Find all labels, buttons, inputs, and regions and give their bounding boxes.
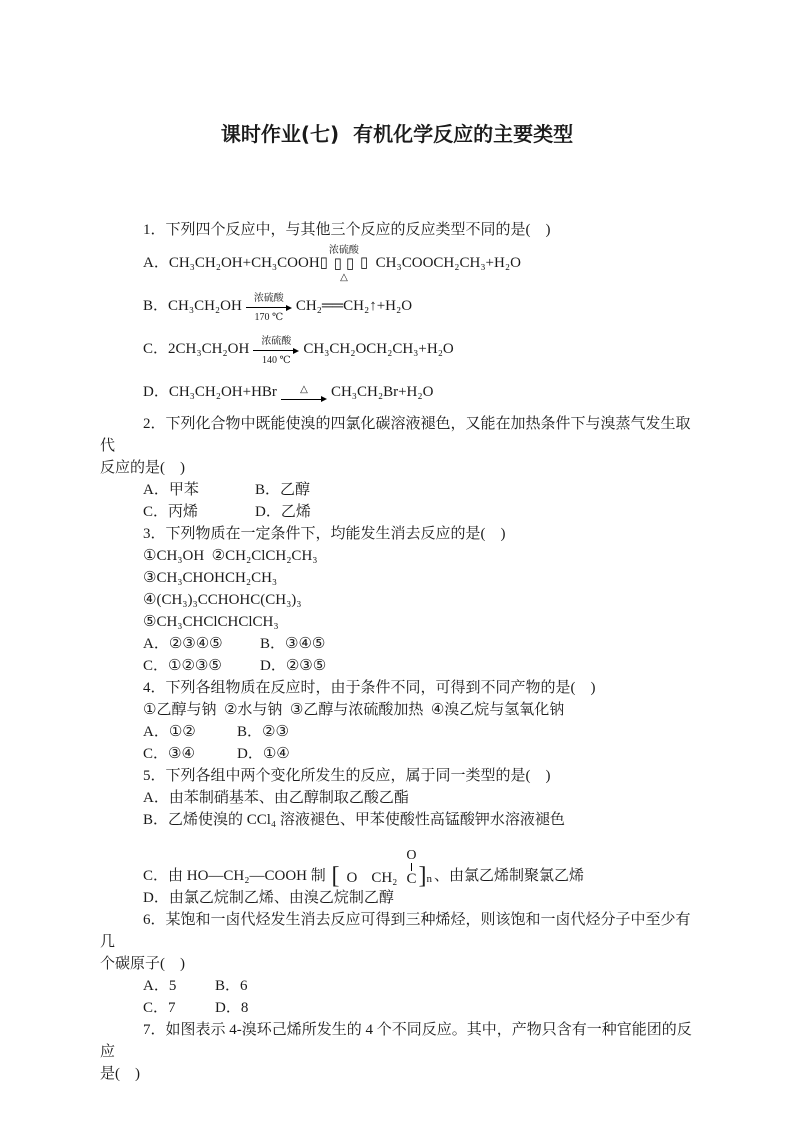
question-1 [100,219,694,413]
option-c-text-post: 、由氯乙烯制聚氯乙烯 [434,868,585,884]
question-3-stem: 3．下列物质在一定条件下，均能发生消去反应的是( ) [143,526,506,542]
option-a: A．5 [143,978,177,994]
question-5-stem: 5．下列各组中两个变化所发生的反应，属于同一类型的是( ) [143,768,551,784]
question-1-option-b [100,284,694,327]
question-5-option-c [100,831,694,887]
question-7 [100,1019,694,1085]
question-5-option-a: A．由苯制硝基苯、由乙醇制取乙酸乙酯 [143,790,409,806]
question-5-option-d: D．由氯乙烷制乙烯、由溴乙烷制乙醇 [143,890,394,906]
equation-b-reactants: B．CH₃CH₂OH [143,297,242,314]
option-a: A．甲苯 [143,482,199,498]
right-arrow-icon [246,304,292,312]
carbonyl-group [406,849,416,887]
equation-c-products: CH₃CH₂OCH₂CH₃+H₂O [303,340,454,357]
condition-above: △ [300,384,308,395]
right-bracket: ] [418,863,427,889]
right-arrow-icon [253,347,299,355]
reaction-arrow [281,384,327,403]
option-a: A．①② [143,724,196,740]
bond-line [411,863,412,871]
page-title: 课时作业(七) 有机化学反应的主要类型 [220,122,574,146]
option-d: D．8 [215,1000,249,1016]
condition-below: 170 ℃ [254,311,284,323]
condition-below: △ [340,271,348,283]
question-6-options-ab [100,975,694,997]
reaction-arrow [253,336,299,366]
question-1-option-a [100,241,694,284]
question-2 [100,413,694,523]
missing-glyph-boxes: ▯▯ [333,255,359,272]
question-3-options-cd [100,655,694,677]
equation-d-reactants: D．CH₃CH₂OH+HBr [143,383,277,400]
question-6 [100,909,694,1019]
question-4-stem: 4．下列各组物质在反应时，由于条件不同，可得到不同产物的是( ) [143,680,596,696]
question-3-options-ab [100,633,694,655]
question-3-item-4: ④(CH₃)₃CCHOHC(CH₃)₃ [143,592,302,608]
unit-oxygen: O [346,870,358,886]
equation-a-reactants: A．CH₃CH₂OH+CH₃COOH▯ [143,254,328,271]
question-5 [100,765,694,909]
worksheet-content [100,121,694,1085]
question-1-option-d [100,370,694,413]
question-2-stem-line2: 反应的是( ) [100,460,185,476]
option-b: B．②③ [237,724,289,740]
subscript-n: n [426,873,433,885]
unit-ch2: CH₂ [371,870,398,886]
question-3-item-3: ③CH₃CHOHCH₂CH₃ [143,570,278,586]
option-c: C．①②③⑤ [143,658,222,674]
option-c: C．③④ [143,746,195,762]
option-b: B．③④⑤ [260,636,326,652]
option-c-text-pre: C．由 HO—CH₂—COOH 制 [143,868,330,884]
equation-c-reactants: C．2CH₃CH₂OH [143,340,250,357]
question-6-stem-line1: 6．某饱和一卤代烃发生消去反应可得到三种烯烃，则该饱和一卤代烃分子中至少有几 [100,912,691,950]
condition-above: 浓硫酸 [253,292,284,304]
equation-a-products: ▯ CH₃COOCH₂CH₃+H₂O [359,254,521,271]
option-b: B．6 [215,978,248,994]
polymer-structure-formula [332,849,433,887]
option-c: C．丙烯 [143,504,199,520]
carbonyl-oxygen: O [406,848,417,863]
option-c: C．7 [143,1000,176,1016]
question-4 [100,677,694,765]
left-bracket: [ [331,863,340,889]
option-a: A．②③④⑤ [143,636,223,652]
question-3-item-5: ⑤CH₃CHClCHClCH₃ [143,614,279,630]
equation-b-products: CH₂══CH₂↑+H₂O [295,297,413,314]
question-1-option-c [100,327,694,370]
question-2-options-ab [100,479,694,501]
carbonyl-carbon: C [406,871,417,887]
question-6-stem-line2: 个碳原子( ) [100,956,185,972]
question-4-options-cd [100,743,694,765]
question-5-option-b: B．乙烯使溴的 CCl₄ 溶液褪色、甲苯使酸性高锰酸钾水溶液褪色 [143,812,565,828]
right-arrow-icon [281,395,327,403]
question-6-options-cd [100,997,694,1019]
equation-d-products: CH₃CH₂Br+H₂O [330,383,434,400]
question-2-options-cd [100,501,694,523]
question-7-stem-line2: 是( ) [100,1066,140,1082]
question-7-stem-line1: 7．如图表示 4-溴环己烯所发生的 4 个不同反应。其中，产物只含有一种官能团的反应 [100,1022,692,1060]
reaction-arrow [246,293,292,323]
option-b: B．乙醇 [255,482,311,498]
condition-below: 140 ℃ [261,354,291,366]
option-d: D．①④ [237,746,290,762]
condition-above: 浓硫酸 [261,335,292,347]
option-d: D．乙烯 [255,504,311,520]
condition-above: 浓硫酸 [328,244,359,256]
equation-a-condition-stack [329,245,359,283]
question-1-stem: 1．下列四个反应中，与其他三个反应的反应类型不同的是( ) [143,222,551,238]
question-2-stem-line1: 2．下列化合物中既能使溴的四氯化碳溶液褪色，又能在加热条件下与溴蒸气发生取代 [100,416,691,454]
question-4-options-ab [100,721,694,743]
question-3 [100,523,694,677]
question-3-items-1-2: ①CH₃OH ②CH₂ClCH₂CH₃ [143,548,318,564]
option-d: D．②③⑤ [260,658,327,674]
question-4-items: ①乙醇与钠 ②水与钠 ③乙醇与浓硫酸加热 ④溴乙烷与氢氧化钠 [143,702,565,718]
